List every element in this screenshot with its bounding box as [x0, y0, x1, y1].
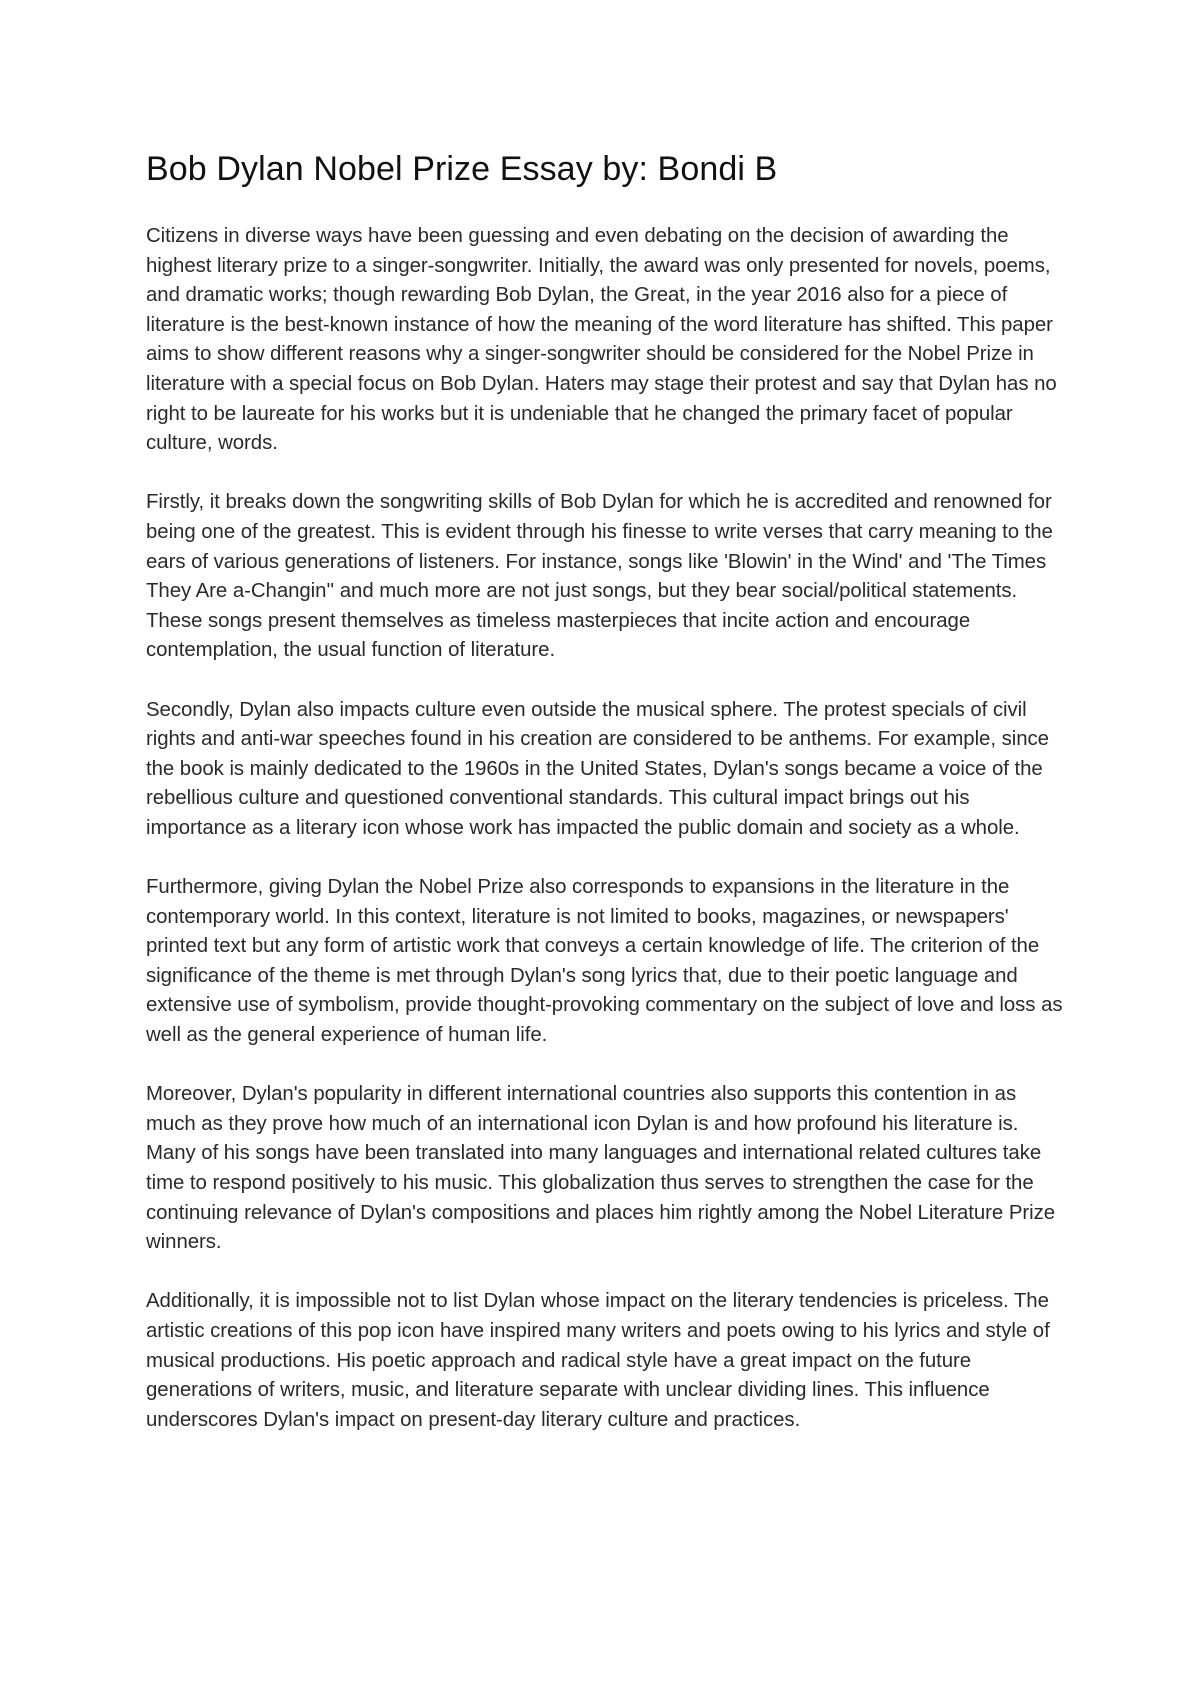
- paragraph-influence: Additionally, it is impossible not to list Dylan whose impact on the literary tendencies is priceless. The artistic creations of this pop icon have inspired many writers and poets owing to his lyrics and style of musical productions. His poetic approach and radical style have a great impact on the future generations of writers, music, and literature separate with unclear dividing lines. This influence underscores Dylan's impact on present-day literary culture and practices.: [146, 1290, 1050, 1431]
- paragraph-literature-expansion: Furthermore, giving Dylan the Nobel Prize also corresponds to expansions in the literature in the contemporary world. In this context, literature is not limited to books, magazines, or newspapers' printed text but any form of artistic work that conveys a certain knowledge of life. The criterion of the significance of the theme is met through Dylan's song lyrics that, due to their poetic language and extensive use of symbolism, provide thought-provoking commentary on the subject of love and loss as well as the general experience of human life.: [146, 876, 1063, 1047]
- document-page: [146, 146, 1066, 1465]
- document-body: [146, 222, 1066, 1435]
- paragraph-songwriting: Firstly, it breaks down the songwriting skills of Bob Dylan for which he is accredited and renowned for being one of the greatest. This is evident through his finesse to write verses that carry meaning to the ears of various generations of listeners. For instance, songs like 'Blowin' in the Wind' and 'The Times They Are a-Changin'' and much more are not just songs, but they bear social/political statements. These songs present themselves as timeless masterpieces that incite action and encourage contemplation, the usual function of literature.: [146, 491, 1053, 662]
- paragraph-culture: Secondly, Dylan also impacts culture even outside the musical sphere. The protest specials of civil rights and anti-war speeches found in his creation are considered to be anthems. For example, since the book is mainly dedicated to the 1960s in the United States, Dylan's songs became a voice of the rebellious culture and questioned conventional standards. This cultural impact brings out his importance as a literary icon whose work has impacted the public domain and society as a whole.: [146, 698, 1049, 839]
- paragraph-international: Moreover, Dylan's popularity in different international countries also supports this contention in as much as they prove how much of an international icon Dylan is and how profound his literature is. Many of his songs have been translated into many languages and international related cultures take time to respond positively to his music. This globalization thus serves to strengthen the case for the continuing relevance of Dylan's compositions and places him rightly among the Nobel Literature Prize winners.: [146, 1083, 1056, 1254]
- document-title: Bob Dylan Nobel Prize Essay by: Bondi B: [146, 150, 778, 188]
- paragraph-introduction: Citizens in diverse ways have been guessing and even debating on the decision of awarding the highest literary prize to a singer-songwriter. Initially, the award was only presented for novels, poems, and dramatic works; though rewarding Bob Dylan, the Great, in the year 2016 also for a piece of literature is the best-known instance of how the meaning of the word literature has shifted. This paper aims to show different reasons why a singer-songwriter should be considered for the Nobel Prize in literature with a special focus on Bob Dylan. Haters may stage their protest and say that Dylan has no right to be laureate for his works but it is undeniable that he changed the primary facet of popular culture, words.: [146, 225, 1057, 455]
